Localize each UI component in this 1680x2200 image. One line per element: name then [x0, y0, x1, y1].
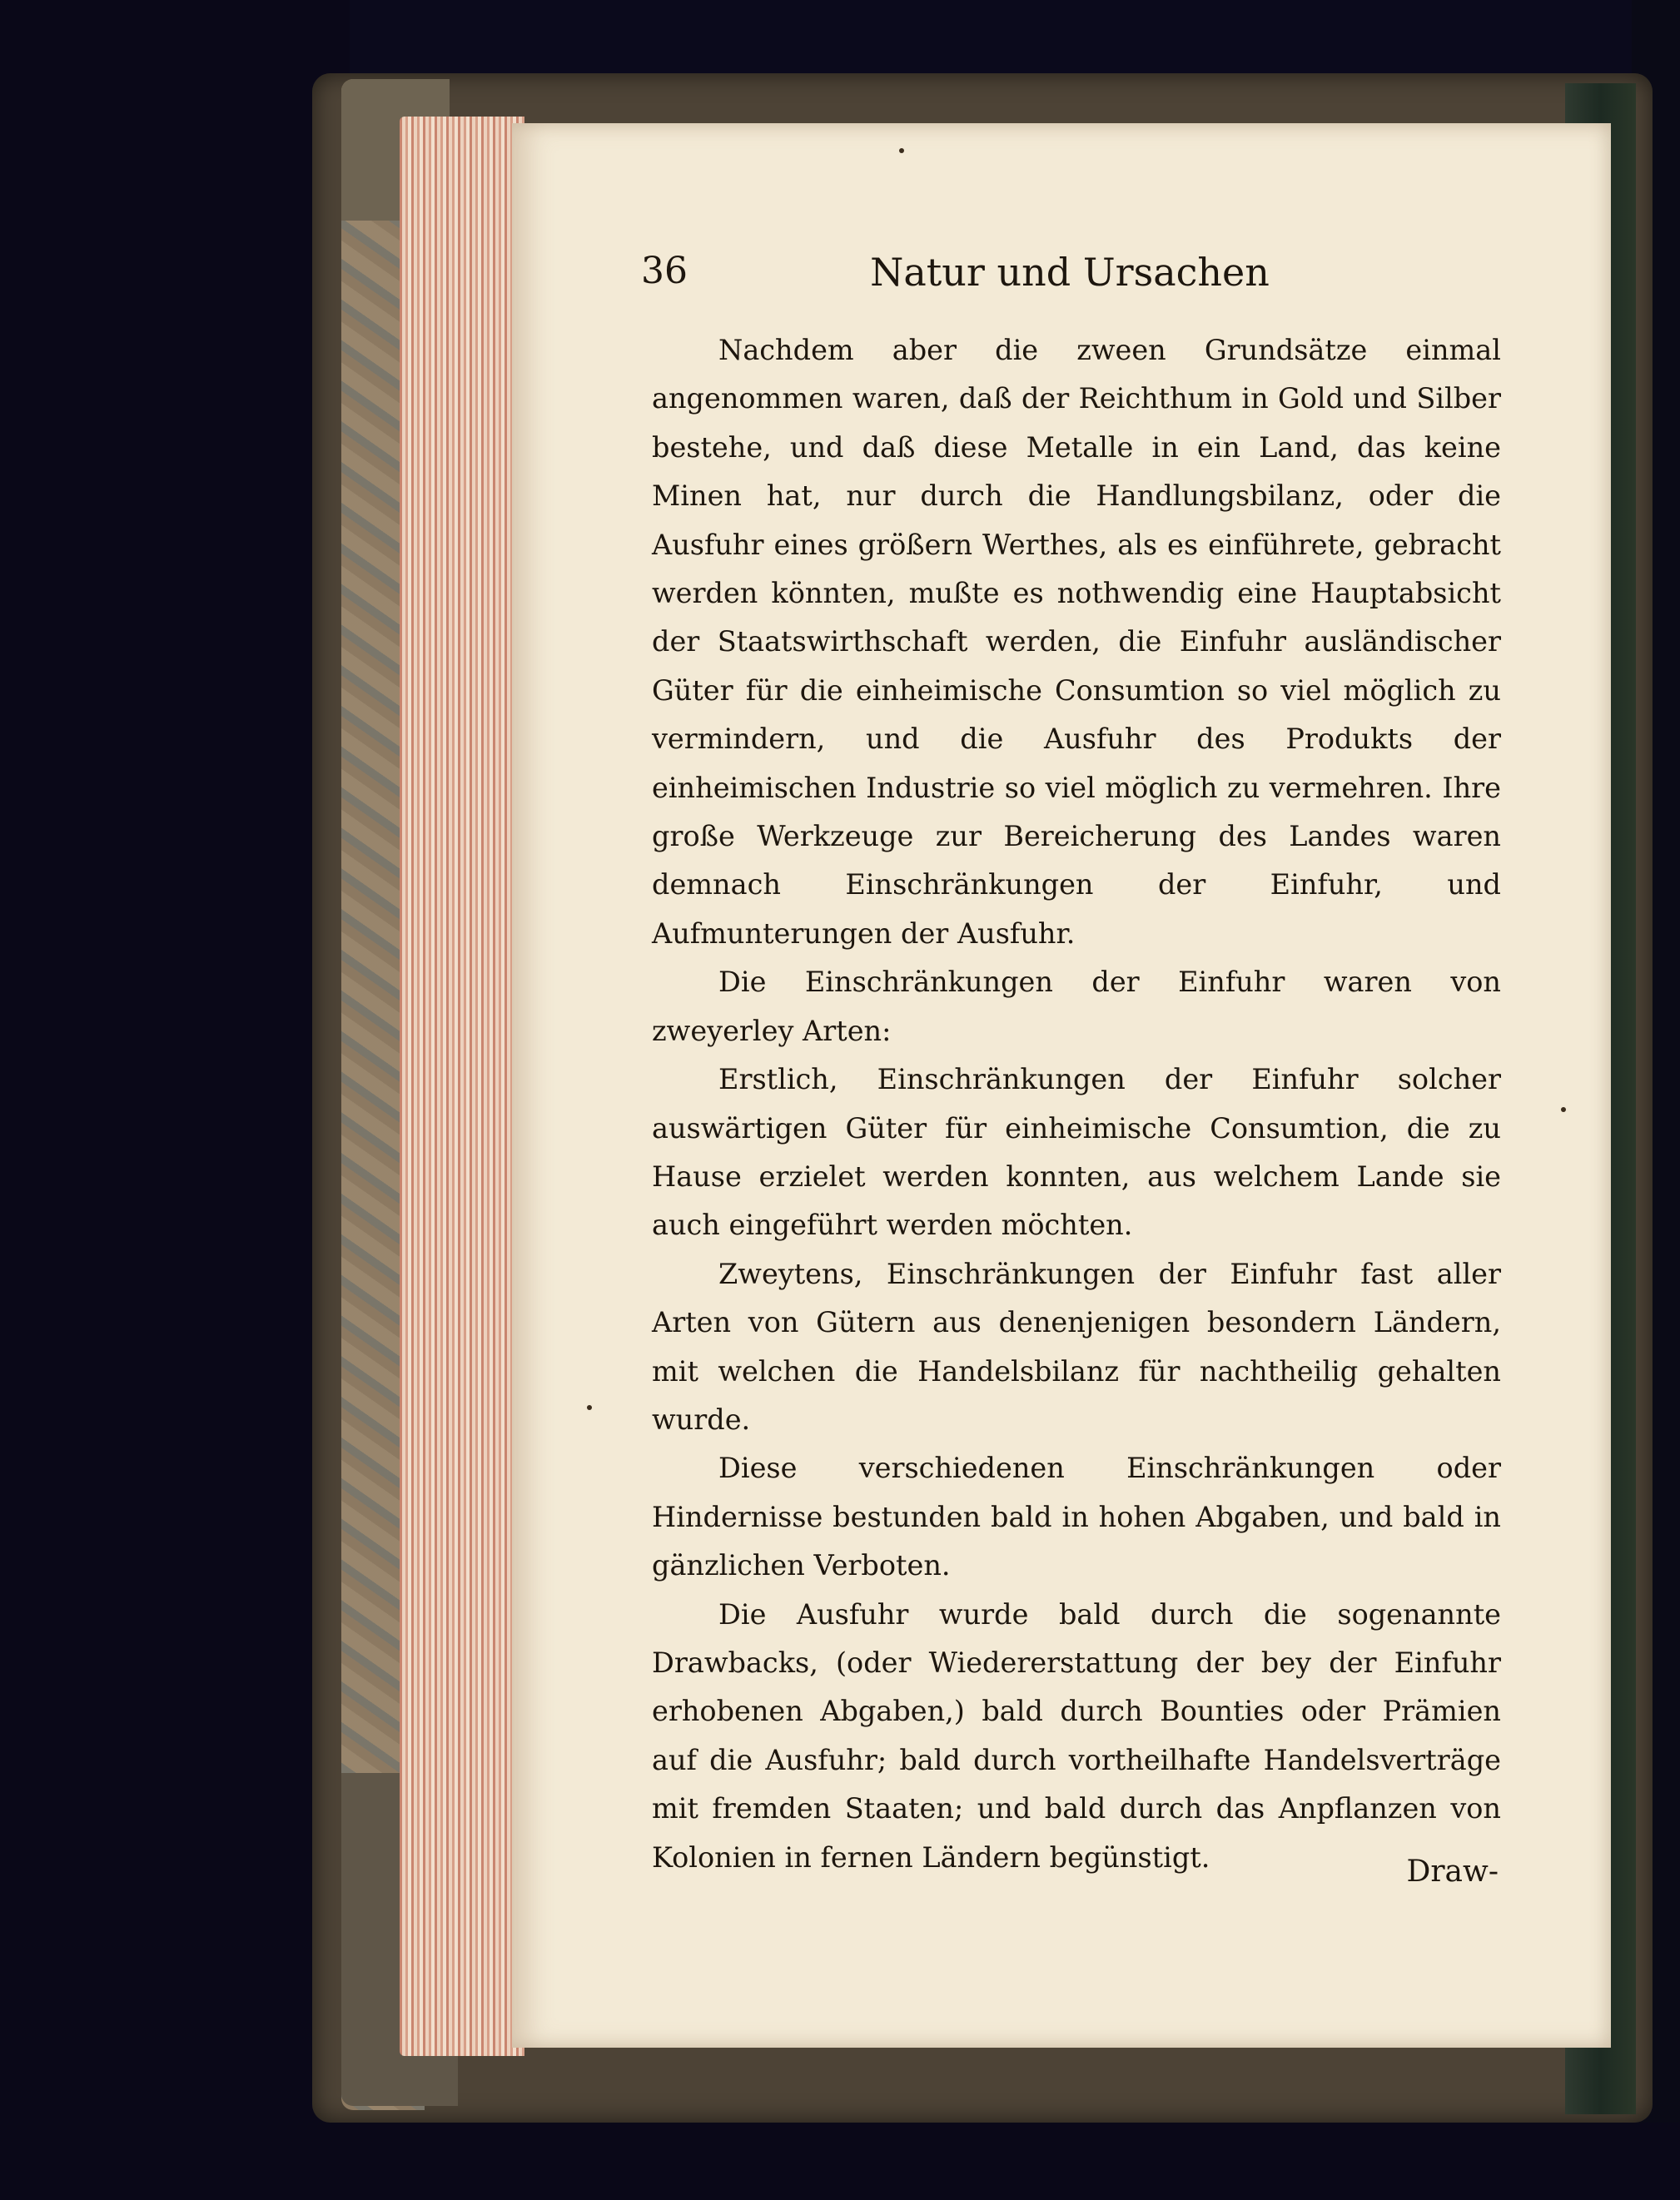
- background-left: [0, 0, 350, 2200]
- background-bottom: [0, 2123, 1680, 2200]
- paragraph: Nachdem aber die zween Grundsätze einmal angenommen waren, daß der Reichthum in Gold und Silber bestehe, und daß diese Metalle in ein Land, das keine Minen hat, nur durch die Handlungsbilanz, oder die Ausfuhr eines größern Werthes, als es einführete, gebracht werden könnten, mußte es nothwendig eine Hauptabsicht der Staatswirthschaft werden, die Einfuhr ausländischer Güter für die einheimische Consumtion so viel möglich zu vermindern, und die Ausfuhr des Produkts der einheimischen Industrie so viel möglich zu vermehren. Ihre große Werkzeuge zur Bereicherung des Landes waren demnach Einschränkungen der Einfuhr, und Aufmunterungen der Ausfuhr.: [652, 334, 1501, 950]
- ink-speck: [587, 1405, 592, 1410]
- paragraph: Zweytens, Einschränkungen der Einfuhr fast aller Arten von Gütern aus denenjenigen besondern Ländern, mit welchen die Handelsbilanz für nachtheilig gehalten wurde.: [652, 1257, 1501, 1436]
- body-text: [652, 326, 1501, 1882]
- running-head: Natur und Ursachen: [870, 250, 1270, 295]
- ink-speck: [1561, 1107, 1566, 1112]
- paragraph: Die Ausfuhr wurde bald durch die sogenannte Drawbacks, (oder Wiedererstattung der bey der Einfuhr erhobenen Abgaben,) bald durch Bounties oder Prämien auf die Ausfuhr; bald durch vortheilhafte Handelsverträge mit fremden Staaten; und bald durch das Anpflanzen von Kolonien in fernen Ländern begünstigt.: [652, 1597, 1501, 1874]
- ink-speck: [899, 148, 904, 153]
- paragraph: Diese verschiedenen Einschränkungen oder Hindernisse bestunden bald in hohen Abgaben, und bald in gänzlichen Verboten.: [652, 1452, 1501, 1582]
- catchword: Draw-: [1406, 1855, 1499, 1889]
- page-edges: [400, 117, 524, 2056]
- paragraph: Die Einschränkungen der Einfuhr waren von zweyerley Arten:: [652, 966, 1501, 1047]
- paragraph: Erstlich, Einschränkungen der Einfuhr solcher auswärtigen Güter für einheimische Consumtion, die zu Hause erzielet werden konnten, aus welchem Lande sie auch eingeführt werden möchten.: [652, 1063, 1501, 1242]
- page-number: 36: [641, 250, 688, 292]
- page-header: [641, 250, 1499, 300]
